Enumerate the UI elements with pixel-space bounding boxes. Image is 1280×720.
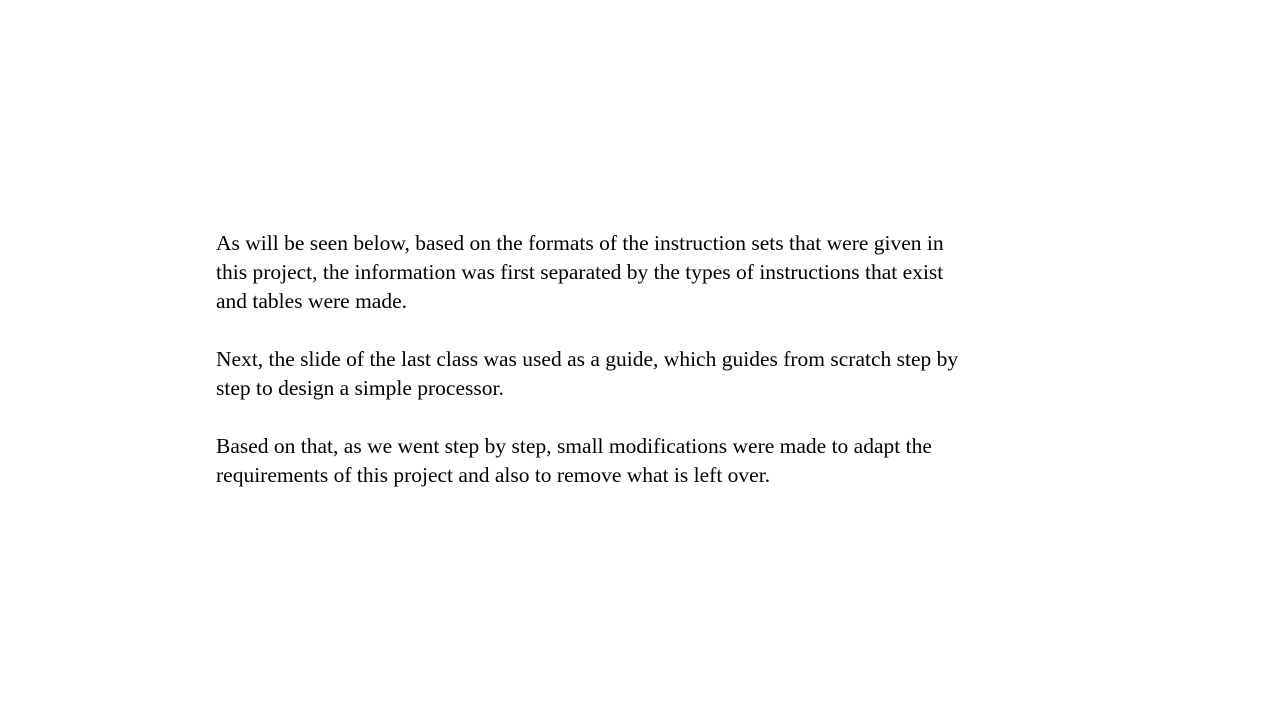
slide-body-text [216, 229, 1056, 490]
text-line: requirements of this project and also to remove what is left over. [216, 463, 771, 487]
text-line: Based on that, as we went step by step, small modifications were made to adapt the [216, 434, 932, 458]
text-line: and tables were made. [216, 289, 408, 313]
text-line: As will be seen below, based on the formats of the instruction sets that were given in [216, 231, 944, 255]
paragraph-3 [216, 432, 1056, 490]
text-line: step to design a simple processor. [216, 376, 504, 400]
paragraph-1 [216, 229, 1056, 316]
text-line: Next, the slide of the last class was used as a guide, which guides from scratch step by [216, 347, 959, 371]
text-line: this project, the information was first separated by the types of instructions that exist [216, 260, 944, 284]
paragraph-2 [216, 345, 1056, 403]
